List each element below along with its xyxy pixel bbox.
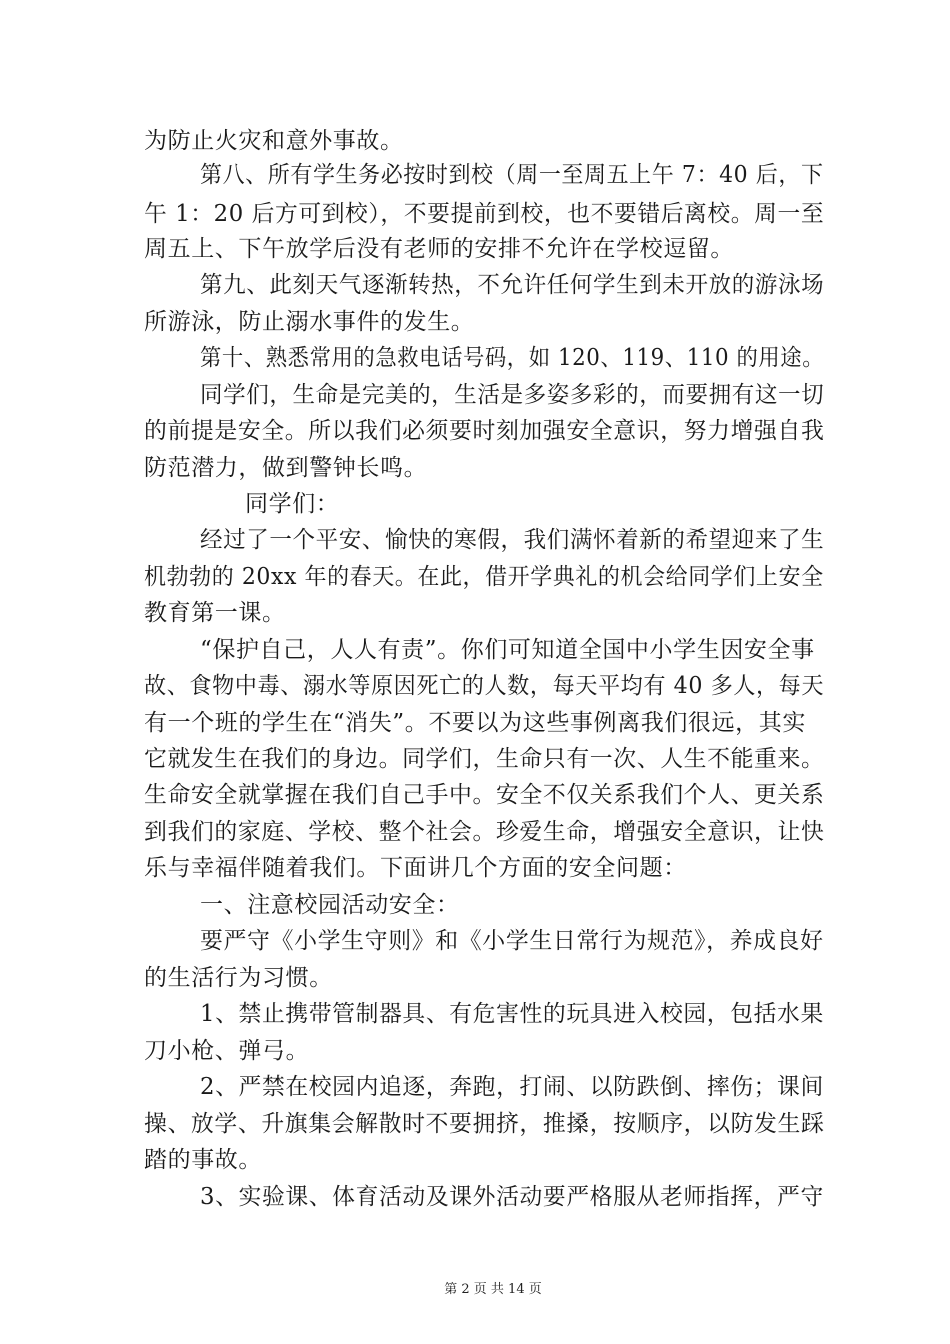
body-line: 踏的事故。 [144, 1147, 262, 1173]
body-line: 第十、熟悉常用的急救电话号码，如 120、119、110 的用途。 [200, 345, 825, 371]
body-line: 生命安全就掌握在我们自己手中。安全不仅关系我们个人、更关系 [144, 782, 825, 808]
body-line: 一、注意校园活动安全： [200, 892, 460, 918]
body-line: 午 1：20 后方可到校），不要提前到校，也不要错后离校。周一至 [144, 201, 825, 227]
body-line: 它就发生在我们的身边。同学们，生命只有一次、人生不能重来。 [144, 746, 825, 772]
body-line: 2、严禁在校园内追逐，奔跑，打闹、以防跌倒、摔伤；课间 [200, 1074, 824, 1100]
body-line: 的前提是安全。所以我们必须要时刻加强安全意识，努力增强自我 [144, 418, 825, 444]
body-line: 机勃勃的 20xx 年的春天。在此，借开学典礼的机会给同学们上安全 [144, 564, 824, 590]
body-line: 刀小枪、弹弓。 [144, 1038, 310, 1064]
body-line: 第九、此刻天气逐渐转热，不允许任何学生到未开放的游泳场 [200, 272, 825, 298]
page-number-footer: 第 2 页 共 14 页 [444, 1282, 542, 1297]
body-line: 教育第一课。 [144, 600, 286, 626]
body-line: 有一个班的学生在“消失”。不要以为这些事例离我们很远，其实 [144, 710, 806, 736]
body-line: 为防止火灾和意外事故。 [144, 128, 404, 154]
body-line: 操、放学、升旗集会解散时不要拥挤，推搡，按顺序，以防发生踩 [144, 1111, 825, 1137]
body-line: 到我们的家庭、学校、整个社会。珍爱生命，增强安全意识，让快 [144, 819, 825, 845]
body-line: 要严守《小学生守则》和《小学生日常行为规范》，养成良好 [200, 928, 824, 954]
body-line: 防范潜力，做到警钟长鸣。 [144, 455, 428, 481]
body-line: “保护自己，人人有责”。你们可知道全国中小学生因安全事 [200, 637, 815, 663]
body-line: 同学们： [245, 491, 340, 517]
body-line: 乐与幸福伴随着我们。下面讲几个方面的安全问题： [144, 855, 687, 881]
body-line: 周五上、下午放学后没有老师的安排不允许在学校逗留。 [144, 236, 734, 262]
body-line: 第八、所有学生务必按时到校（周一至周五上午 7：40 后，下 [200, 162, 824, 188]
body-line: 1、禁止携带管制器具、有危害性的玩具进入校园，包括水果 [200, 1001, 824, 1027]
body-line: 所游泳，防止溺水事件的发生。 [144, 309, 475, 335]
body-line: 故、食物中毒、溺水等原因死亡的人数，每天平均有 40 多人，每天 [144, 673, 825, 699]
body-line: 3、实验课、体育活动及课外活动要严格服从老师指挥，严守 [200, 1184, 824, 1210]
body-line: 的生活行为习惯。 [144, 965, 333, 991]
body-line: 经过了一个平安、愉快的寒假，我们满怀着新的希望迎来了生 [200, 527, 825, 553]
body-line: 同学们，生命是完美的，生活是多姿多彩的，而要拥有这一切 [200, 382, 825, 408]
